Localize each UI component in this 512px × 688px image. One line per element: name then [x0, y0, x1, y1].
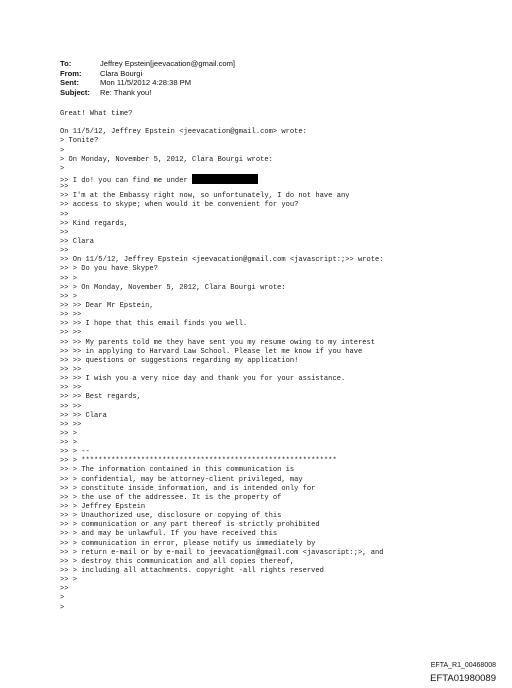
email-line-text: >> > -- [60, 448, 90, 457]
email-line-text: >> > confidential, may be attorney-client privileged, may [60, 475, 303, 484]
subject-value: Re: Thank you! [100, 87, 152, 97]
from-label: From: [60, 68, 82, 78]
email-line-text: >> > [60, 429, 78, 438]
email-line-text: > [60, 603, 65, 612]
email-line-text: > [60, 594, 65, 603]
email-line-text: >> >> questions or suggestions regarding my application! [60, 356, 299, 365]
email-line [60, 192, 384, 201]
email-line-text: >> >> [60, 365, 82, 374]
email-line [60, 357, 384, 366]
email-line-text: > [60, 146, 65, 155]
email-line [60, 521, 384, 530]
email-line [60, 375, 384, 384]
email-line [60, 220, 384, 229]
email-line-text: >> Kind regards, [60, 219, 129, 228]
email-line-text: >> >> My parents told me they have sent you my resume owing to my interest [60, 338, 376, 347]
email-line [60, 485, 384, 494]
email-line [60, 439, 384, 448]
redaction-block [192, 174, 258, 184]
email-line [60, 412, 384, 421]
to-value: Jeffrey Epstein[jeevacation@gmail.com] [100, 59, 236, 68]
email-line-text: >> > communication or any part thereof is strictly prohibited [60, 521, 320, 530]
email-line-text: >> [60, 228, 69, 237]
email-line-text: > On Monday, November 5, 2012, Clara Bourgi wrote: [60, 155, 273, 164]
email-line-text: >> >> Dear Mr Epstein, [60, 301, 154, 310]
email-line-text: >> > [60, 576, 78, 585]
email-line-text: >> [60, 247, 69, 256]
email-line [60, 494, 384, 503]
document-reference-small: EFTA_R1_00468008 [430, 662, 496, 669]
sent-value: Mon 11/5/2012 4:28:38 PM [100, 78, 192, 88]
email-line [60, 476, 384, 485]
email-line [60, 576, 384, 585]
email-line [60, 585, 384, 594]
email-line-text: >> [60, 210, 69, 219]
email-line-text: >> > ************************************************************ [60, 457, 337, 466]
email-line-text: >> > including all attachments. copyright -all rights reserved [60, 567, 324, 576]
email-line-text: >> > and may be unlawful. If you have received this [60, 530, 278, 539]
email-line-text: >> I'm at the Embassy right now, so unfortunately, I do not have any [60, 192, 350, 201]
email-line [60, 530, 384, 539]
email-line-text: >> > [60, 274, 78, 283]
email-line-text: >> > [60, 439, 78, 448]
email-line [60, 448, 384, 457]
email-line-text: >> On 11/5/12, Jeffrey Epstein <jeevacation@gmail.com <javascript:;>> wrote: [60, 256, 384, 265]
email-line [60, 540, 384, 549]
email-line-text: >> > Jeffrey Epstein [60, 503, 146, 512]
email-line [60, 293, 384, 302]
email-line-text: Great! What time? [60, 110, 133, 118]
email-line [60, 339, 384, 348]
email-line-text: >> > The information contained in this communication is [60, 466, 295, 475]
email-line-text: >> I do! you can find me under [60, 176, 192, 185]
sent-label: Sent: [60, 78, 79, 88]
email-line-text: >> > communication in error, please notify us immediately by [60, 539, 316, 548]
email-line-text: >> >> I wish you a very nice day and thank you for your assistance. [60, 375, 346, 384]
email-line [60, 302, 384, 311]
subject-label: Subject: [60, 87, 90, 97]
email-line-text: >> > On Monday, November 5, 2012, Clara Bourgi wrote: [60, 283, 286, 292]
email-line-text: >> >> Best regards, [60, 393, 141, 402]
email-line-text: >> > the use of the addressee. It is the property of [60, 493, 282, 502]
email-line [60, 503, 384, 512]
email-line-text: >> >> I hope that this email finds you well. [60, 320, 248, 329]
from-value: Clara Bourgi [100, 68, 143, 78]
email-line [60, 604, 384, 613]
email-line-text: >> [60, 585, 69, 594]
email-line [60, 567, 384, 576]
email-line-text: >> access to skype; when would it be convenient for you? [60, 201, 299, 210]
email-line [60, 147, 384, 156]
email-line [60, 512, 384, 521]
document-reference-stamp: EFTA01980089 [430, 673, 496, 684]
email-line [60, 329, 384, 338]
email-line-text: >> >> [60, 402, 82, 411]
email-line [60, 594, 384, 603]
email-line [60, 320, 384, 329]
email-line [60, 165, 384, 174]
email-line [60, 457, 384, 466]
email-line [60, 229, 384, 238]
email-line [60, 265, 384, 274]
email-line [60, 156, 384, 165]
email-line [60, 549, 384, 558]
email-line-text: >> > Do you have Skype? [60, 265, 158, 274]
email-line [60, 247, 384, 256]
email-line [60, 558, 384, 567]
email-line-text: >> >> [60, 384, 82, 393]
email-line [60, 256, 384, 265]
email-line-text: >> > return e-mail or by e-mail to jeevacation@gmail.com <javascript:;>, and [60, 548, 384, 557]
email-line [60, 174, 384, 183]
email-line [60, 384, 384, 393]
email-body [60, 110, 384, 613]
email-line [60, 421, 384, 430]
email-line [60, 238, 384, 247]
email-line-text: >> >> [60, 311, 82, 320]
email-line [60, 393, 384, 402]
email-line-text: >> >> Clara [60, 411, 107, 420]
email-line-text: >> Clara [60, 237, 95, 246]
email-line-text: >> > constitute inside information, and is intended only for [60, 484, 316, 493]
email-line [60, 275, 384, 284]
email-line [60, 137, 384, 146]
email-line-text: >> > Unauthorized use, disclosure or copying of this [60, 512, 282, 521]
email-line-text: >> >> [60, 329, 82, 338]
email-line [60, 403, 384, 412]
email-line-text: >> > destroy this communication and all copies thereof, [60, 557, 295, 566]
email-line-text: >> [60, 183, 69, 192]
email-line [60, 366, 384, 375]
email-line-text: >> > [60, 292, 78, 301]
email-line [60, 211, 384, 220]
email-line [60, 284, 384, 293]
email-line-text: > Tonite? [60, 137, 99, 146]
email-line [60, 119, 384, 128]
email-line [60, 466, 384, 475]
email-line-text: >> >> [60, 420, 82, 429]
email-line [60, 128, 384, 137]
email-line [60, 311, 384, 320]
email-line-text: > [60, 164, 65, 173]
email-line [60, 201, 384, 210]
email-header [60, 59, 235, 97]
to-label: To: [60, 59, 72, 68]
email-line [60, 348, 384, 357]
email-line [60, 110, 384, 119]
email-line [60, 430, 384, 439]
email-line-text: On 11/5/12, Jeffrey Epstein <jeevacation@gmail.com> wrote: [60, 128, 307, 137]
email-line-text: >> >> in applying to Harvard Law School. Please let me know if you have [60, 347, 363, 356]
